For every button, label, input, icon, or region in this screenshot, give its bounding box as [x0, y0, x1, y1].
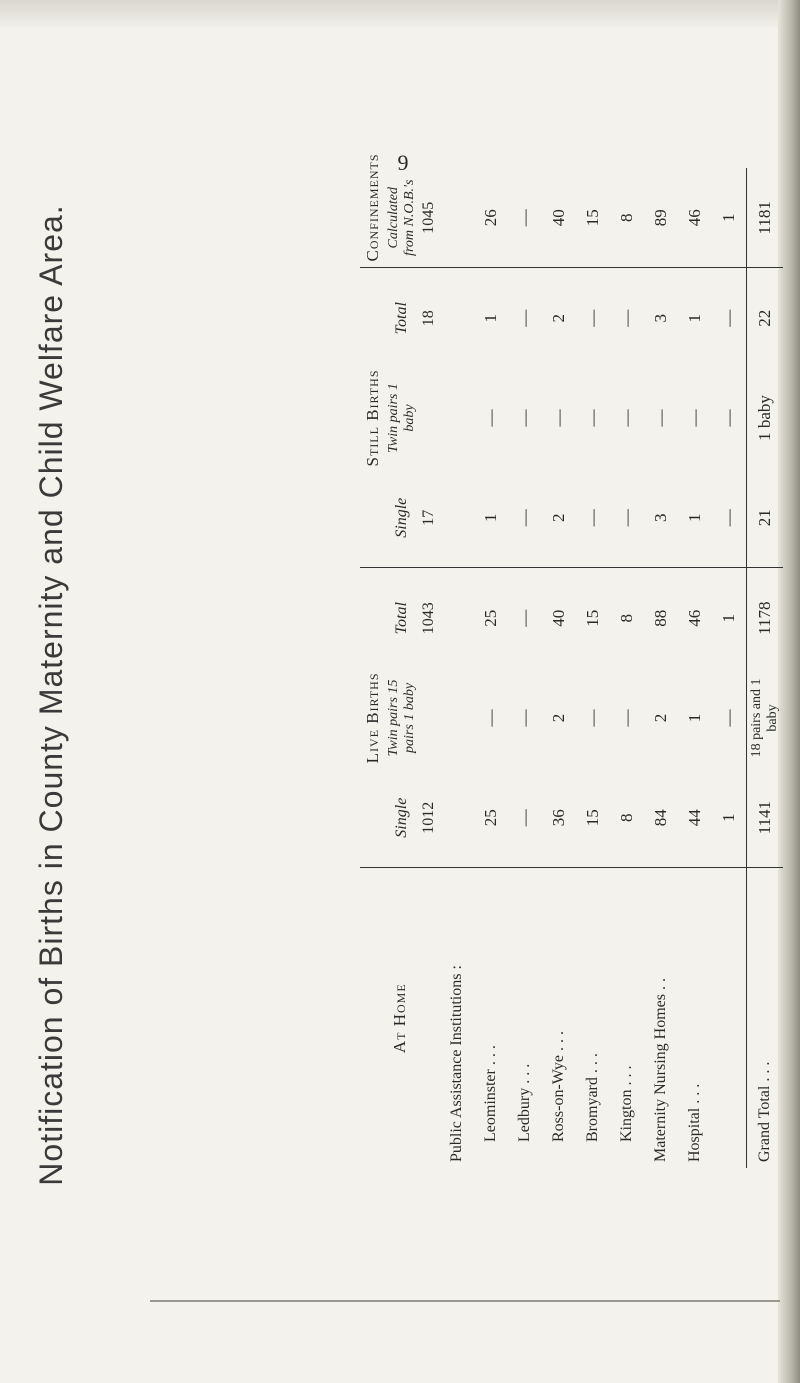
row-label: Ross-on-Wye . . .: [550, 1030, 567, 1142]
table-cell: 3: [644, 468, 678, 568]
table-cell: —: [719, 409, 738, 427]
table-cell: —: [583, 709, 602, 727]
table-cell: —: [515, 709, 534, 727]
table-cell: 8: [617, 613, 636, 623]
row-label: Bromyard . . .: [584, 1053, 601, 1142]
page-title: Notification of Births in County Maternity and Child Welfare Area.: [33, 204, 69, 1186]
table-cell: 8: [610, 768, 644, 868]
table-cell: —: [712, 468, 747, 568]
table-cell: [440, 668, 474, 768]
table-cell: —: [719, 309, 738, 327]
table-row: [610, 168, 644, 1168]
table-cell: 88: [651, 609, 670, 627]
table-cell: 40: [549, 609, 568, 627]
header-group-row: [360, 168, 386, 1168]
grand-total-row: [747, 168, 784, 1168]
table-cell: —: [583, 309, 602, 327]
table-cell: 84: [644, 768, 678, 868]
row-label: Maternity Nursing Homes . .: [652, 978, 669, 1162]
header-still-total-value: 18: [420, 310, 437, 327]
table-cell: [440, 168, 474, 268]
table-cell: 1178: [747, 568, 784, 668]
table-cell: —: [576, 468, 610, 568]
row-label: Ledbury . . .: [516, 1063, 533, 1142]
table-row: [644, 168, 678, 1168]
table-cell: 2: [542, 468, 576, 568]
header-calc: Calculated from N.O.B.'s: [386, 168, 418, 268]
header-live-total: Total: [393, 602, 410, 635]
table-cell: [440, 768, 474, 868]
table-cell: —: [508, 468, 542, 568]
row-label: Grand Total . . .: [747, 868, 784, 1168]
table-cell: —: [685, 409, 704, 427]
table-cell: —: [481, 409, 500, 427]
table-cell: 18 pairs and 1 baby: [747, 668, 784, 768]
table-cell: 26: [474, 168, 508, 268]
header-live-single-total: 1012: [418, 768, 440, 868]
row-label: [712, 868, 747, 1168]
table-cell: 1: [685, 713, 704, 723]
table-cell: 36: [542, 768, 576, 868]
births-table: [360, 153, 783, 1168]
table-cell: —: [617, 309, 636, 327]
row-label: Public Assistance Institutions :: [448, 965, 465, 1162]
births-table-rotated: [360, 153, 790, 1168]
table-cell: 22: [747, 268, 784, 368]
table-cell: 1: [481, 314, 500, 323]
table-cell: —: [481, 709, 500, 727]
table-body: [440, 168, 783, 1168]
table-cell: —: [508, 168, 542, 268]
table-cell: 89: [644, 168, 678, 268]
header-live-single: Single: [386, 768, 418, 868]
table-cell: [440, 568, 474, 668]
table-cell: —: [583, 409, 602, 427]
header-at-home: At Home: [390, 983, 409, 1054]
table-cell: —: [617, 409, 636, 427]
table-cell: 25: [481, 609, 500, 627]
header-still-births: Still Births: [360, 268, 386, 568]
header-confinements: Confinements: [360, 168, 386, 268]
table-cell: 1: [712, 168, 747, 268]
table-cell: 1141: [747, 768, 784, 868]
table-cell: 1: [678, 468, 712, 568]
table-row: [678, 168, 712, 1168]
table-cell: 2: [549, 314, 568, 323]
table-cell: 15: [576, 768, 610, 868]
table-cell: 25: [474, 768, 508, 868]
header-live-twin-blank: [418, 668, 440, 768]
header-live-births: Live Births: [360, 568, 386, 868]
table-cell: 21: [747, 468, 784, 568]
table-cell: 3: [651, 314, 670, 323]
table-cell: —: [617, 709, 636, 727]
table-cell: —: [515, 609, 534, 627]
row-label: Kington . . .: [618, 1065, 635, 1142]
table-cell: —: [508, 768, 542, 868]
table-cell: 46: [685, 609, 704, 627]
header-still-total: Total: [393, 302, 410, 335]
scan-top-edge: [0, 0, 800, 30]
header-live-twin: Twin pairs 15 pairs 1 baby: [386, 679, 417, 757]
table-row: [440, 168, 474, 1168]
table-cell: 40: [542, 168, 576, 268]
header-still-twin: Twin pairs 1 baby: [386, 383, 417, 453]
header-confinements-total: 1045: [418, 168, 440, 268]
table-cell: 2: [549, 713, 568, 723]
table-cell: 1: [712, 768, 747, 868]
table-cell: —: [549, 409, 568, 427]
table-cell: —: [651, 409, 670, 427]
table-row: [712, 168, 747, 1168]
header-still-single-total: 17: [418, 468, 440, 568]
table-cell: —: [719, 709, 738, 727]
header-live-total-value: 1043: [420, 602, 437, 635]
table-cell: 2: [651, 713, 670, 723]
table-cell: 1: [719, 613, 738, 623]
table-row: [542, 168, 576, 1168]
table-row: [576, 168, 610, 1168]
table-cell: —: [515, 309, 534, 327]
table-cell: —: [610, 468, 644, 568]
table-row: [474, 168, 508, 1168]
table-cell: 1181: [747, 168, 784, 268]
table-cell: 1 baby: [747, 368, 784, 468]
table-cell: 15: [576, 168, 610, 268]
table-cell: 15: [583, 609, 602, 627]
table-cell: [440, 368, 474, 468]
page-number: 9: [397, 150, 409, 175]
bottom-rule: [150, 1300, 780, 1302]
table-cell: 8: [610, 168, 644, 268]
table-row: [508, 168, 542, 1168]
table-cell: [440, 268, 474, 368]
header-still-single: Single: [386, 468, 418, 568]
table-cell: 1: [685, 314, 704, 323]
table-cell: 44: [678, 768, 712, 868]
table-cell: —: [515, 409, 534, 427]
row-label: Leominster . . .: [482, 1045, 499, 1142]
table-cell: 1: [474, 468, 508, 568]
row-label: Hospital . . .: [686, 1083, 703, 1162]
header-still-twin-blank: [418, 368, 440, 468]
table-cell: 46: [678, 168, 712, 268]
table-cell: [440, 468, 474, 568]
